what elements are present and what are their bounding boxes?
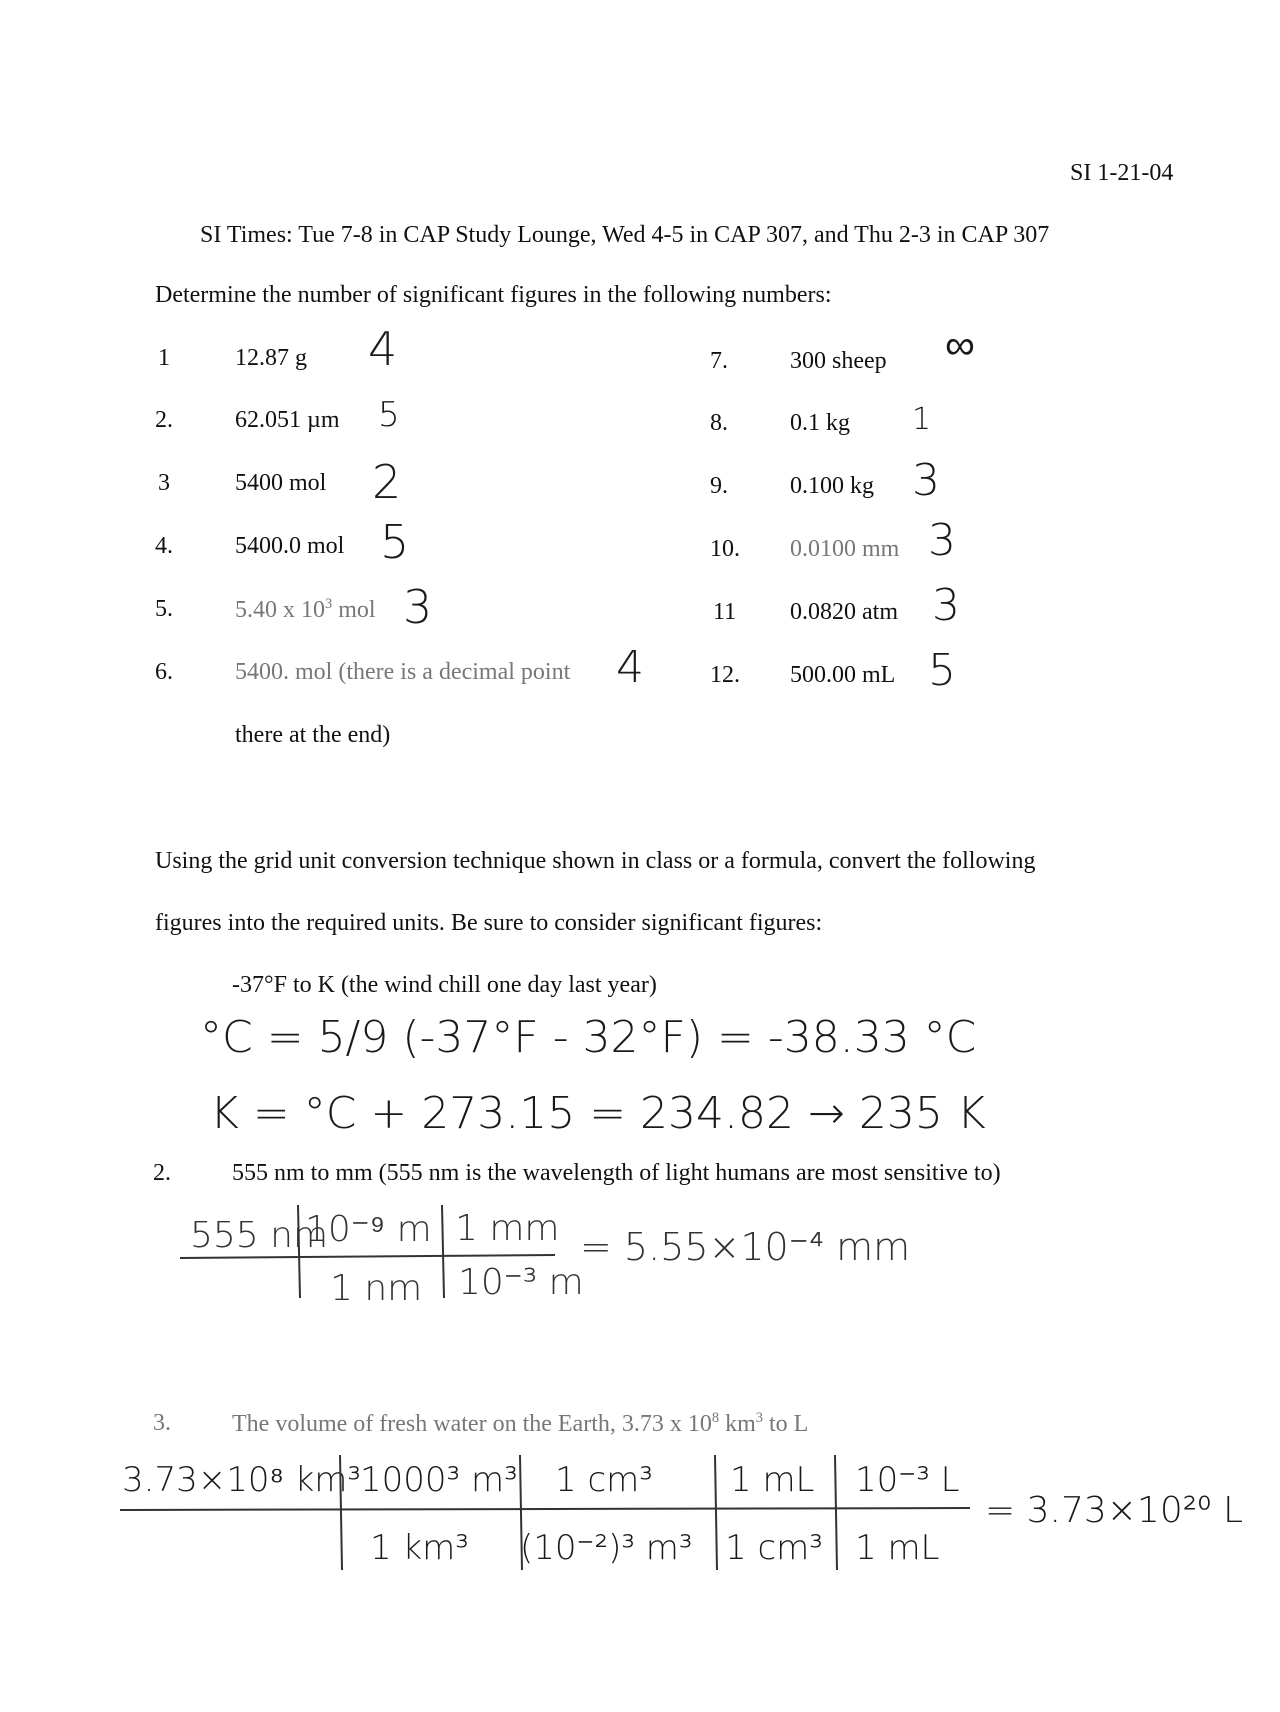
handwritten-answer: 4 [616,642,644,693]
handwritten-answer: 3 [928,515,956,566]
si-times: SI Times: Tue 7-8 in CAP Study Lounge, Wed 4-5 in CAP 307, and Thu 2-3 in CAP 307 [200,222,1050,248]
item-value: 500.00 mL [790,662,896,688]
problem-3-number: 3. [153,1410,171,1436]
grid-cell: 555 nm [190,1215,329,1256]
grid-result: = 3.73×10²⁰ L [985,1490,1244,1531]
item-number: 11 [713,599,737,625]
conversion-instruction-line2: figures into the required units. Be sure to consider significant figures: [155,910,823,936]
item-value: 300 sheep [790,348,887,374]
item-number: 6. [155,659,173,685]
header-code: SI 1-21-04 [1070,160,1174,186]
problem-2-number: 2. [153,1160,171,1186]
item-number: 5. [155,596,173,622]
handwritten-answer: 3 [403,580,433,634]
problem-1-text: -37°F to K (the wind chill one day last year) [232,972,657,998]
grid-cell: 10⁻³ m [458,1262,584,1303]
handwritten-answer: ∞ [945,320,975,369]
conversion-instruction-line1: Using the grid unit conversion technique shown in class or a formula, convert the following [155,848,1036,874]
item-number: 2. [155,407,173,433]
item-value: 5400 mol [235,470,327,496]
grid-cell: 1 mm [455,1208,560,1249]
grid-cell: 1 cm³ [725,1528,823,1568]
handwritten-answer: 5 [380,515,410,569]
item-number: 10. [710,536,740,562]
item-value: 5400. mol (there is a decimal point [235,659,571,685]
grid-cell: 3.73×10⁸ km³ [122,1460,362,1500]
grid-cell: 1 cm³ [555,1460,653,1500]
item-number: 3 [158,470,170,496]
grid-cell: 1 mL [730,1460,815,1500]
item-value: 62.051 µm [235,407,340,433]
item-value: 0.0100 mm [790,536,900,562]
item-value: 0.100 kg [790,473,874,499]
grid-cell: 1 km³ [370,1528,469,1568]
grid-cell: 1000³ m³ [360,1460,518,1500]
item-number: 7. [710,348,728,374]
item-value: 12.87 g [235,345,307,371]
grid-cell: 10⁻³ L [855,1460,960,1500]
grid-result: = 5.55×10⁻⁴ mm [580,1225,911,1269]
handwritten-answer: 1 [912,402,932,437]
handwritten-answer: 3 [912,455,940,506]
item-value-continued: there at the end) [235,722,391,748]
problem-1-work-line2: K = °C + 273.15 = 234.82 → 235 K [210,1088,986,1139]
handwritten-answer: 5 [928,645,956,696]
problem-2-text: 555 nm to mm (555 nm is the wavelength of light humans are most sensitive to) [232,1160,1001,1186]
sigfig-instruction: Determine the number of significant figures in the following numbers: [155,282,832,308]
item-number: 12. [710,662,740,688]
item-number: 8. [710,410,728,436]
handwritten-answer: 5 [378,395,400,435]
problem-1-work-line1: °C = 5/9 (-37°F - 32°F) = -38.33 °C [200,1012,977,1063]
grid-cell: 1 mL [855,1528,940,1568]
item-value: 5400.0 mol [235,533,345,559]
grid-cell: (10⁻²)³ m³ [520,1528,693,1568]
handwritten-answer: 3 [932,580,960,631]
item-number: 4. [155,533,173,559]
item-number: 9. [710,473,728,499]
handwritten-answer: 4 [368,322,398,376]
grid-cell: 10⁻⁹ m [305,1209,432,1250]
item-value: 0.0820 atm [790,599,898,625]
item-number: 1 [158,345,170,371]
item-value: 5.40 x $10^3$ mol [235,596,376,623]
handwritten-answer: 2 [372,455,402,509]
problem-3-text: The volume of fresh water on the Earth, 3.73 x $10^8$ $km^3$ to L [232,1410,809,1437]
item-value: 0.1 kg [790,410,850,436]
grid-cell: 1 nm [330,1268,423,1309]
